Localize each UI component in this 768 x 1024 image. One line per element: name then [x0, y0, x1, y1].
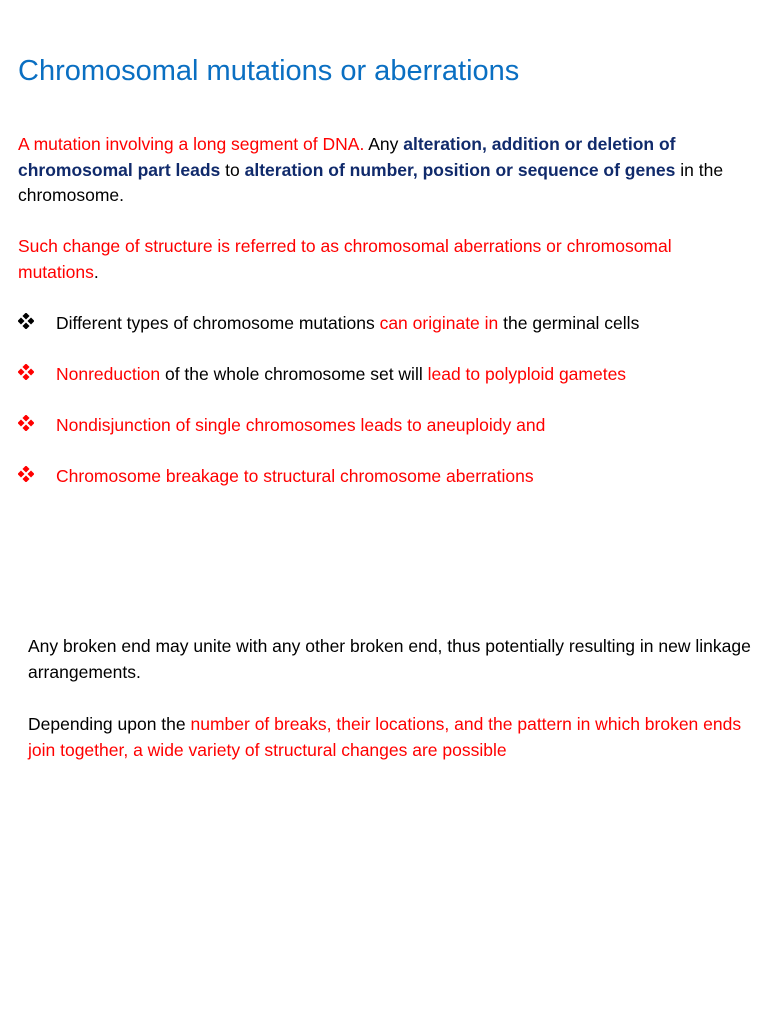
intro-connector-any: Any: [364, 134, 404, 154]
diamond-bullet-icon: [18, 313, 34, 329]
depending-lead: Depending upon the: [28, 714, 191, 734]
intro-paragraph: [18, 132, 756, 209]
bullet-2-text-b: of the whole chromosome set will: [160, 364, 428, 384]
intro-ending: in the chromosome.: [18, 159, 724, 205]
bullet-2-text-c: lead to polyploid gametes: [427, 364, 627, 384]
structure-change-text: Such change of structure is referred to as chromosomal aberrations or chromosomal mutations: [18, 236, 672, 282]
list-item: [18, 310, 758, 361]
list-item: [18, 412, 758, 463]
broken-end-paragraph: Any broken end may unite with any other broken end, thus potentially resulting in new linkage arrangements.: [28, 636, 751, 682]
bullet-1-text-a: Different types of chromosome mutations: [56, 313, 380, 333]
intro-emphasis-alteration: alteration, addition or deletion of chromosomal part leads: [18, 134, 676, 180]
list-item: [18, 463, 758, 514]
bullet-list: [18, 310, 758, 514]
intro-connector-to: to: [220, 159, 245, 180]
bullet-1-text-c: the germinal cells: [498, 313, 640, 333]
bullet-2-text-a: Nonreduction: [56, 364, 161, 384]
bullet-1-text-b: can originate in: [379, 313, 499, 333]
bullet-3-text: Nondisjunction of single chromosomes leads to aneuploidy and: [56, 415, 546, 435]
intro-definition: A mutation involving a long segment of DNA.: [18, 134, 365, 154]
depending-paragraph: [28, 712, 756, 763]
depending-emphasis: number of breaks, their locations, and the pattern in which broken ends join together, a wide variety of structural changes are possible: [28, 714, 742, 760]
bullet-4-text: Chromosome breakage to structural chromosome aberrations: [56, 466, 534, 486]
structure-change-paragraph: [18, 234, 756, 285]
diamond-bullet-icon: [18, 466, 34, 482]
intro-emphasis-genes: alteration of number, position or sequence of genes: [244, 159, 676, 180]
list-item: [18, 361, 758, 412]
page-title: Chromosomal mutations or aberrations: [18, 55, 520, 87]
structure-change-period: .: [93, 261, 99, 282]
diamond-bullet-icon: [18, 415, 34, 431]
diamond-bullet-icon: [18, 364, 34, 380]
